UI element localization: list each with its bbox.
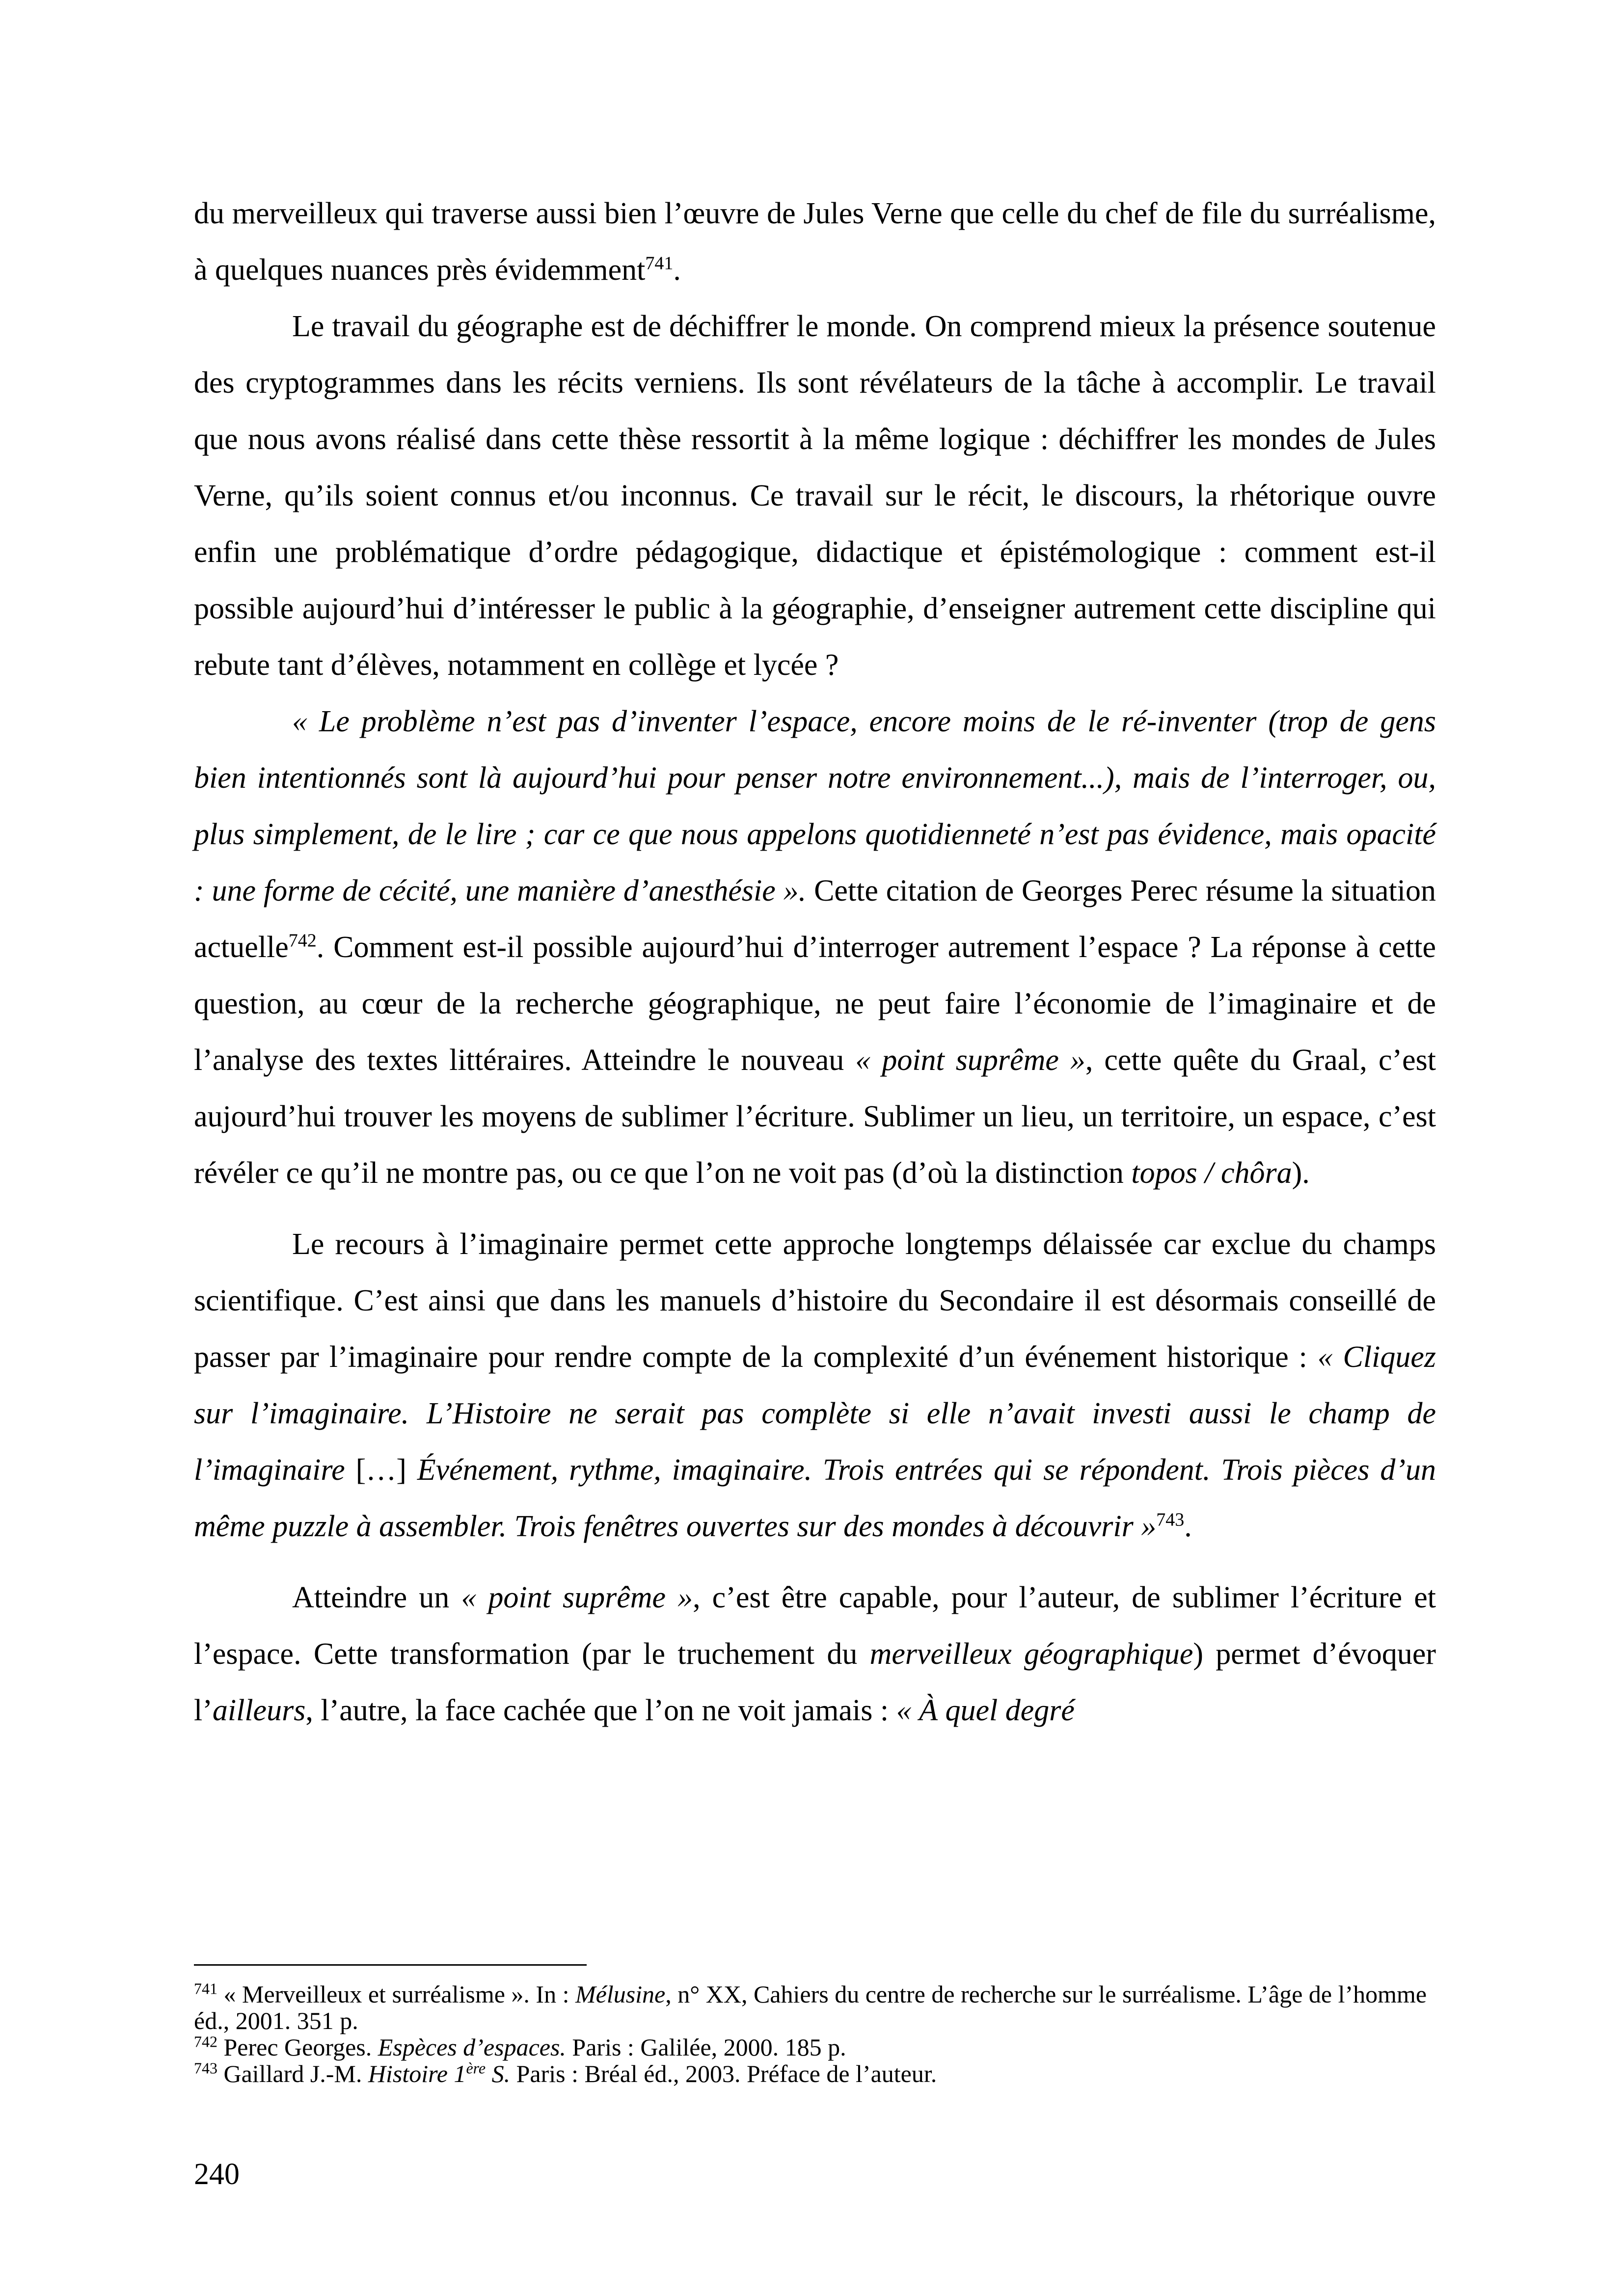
footnote-741: [194, 1981, 1436, 2034]
footnote-title-part: Histoire 1: [368, 2060, 466, 2087]
paragraph-text: ) permet d’évoquer l’: [194, 1637, 1436, 1727]
paragraph-1: [194, 186, 1436, 298]
footnote-743: [194, 2060, 1436, 2087]
paragraph-text: .: [1184, 1510, 1192, 1543]
footnote-text: Gaillard J.-M.: [217, 2060, 368, 2087]
emphasis-text: merveilleux géographique: [869, 1637, 1193, 1671]
footnote-text: Paris : Bréal éd., 2003. Préface de l’auteur.: [510, 2060, 937, 2087]
emphasis-text: « point suprême »: [855, 1043, 1085, 1077]
emphasis-text: topos / chôra: [1131, 1156, 1292, 1190]
body-text: [194, 186, 1436, 1739]
footnote-ref-741[interactable]: 741: [645, 253, 674, 274]
footnote-text: Perec Georges.: [217, 2033, 378, 2061]
emphasis-text: « point suprême »: [461, 1581, 693, 1614]
footnote-title-part: S.: [486, 2060, 511, 2087]
footnote-text: Paris : Galilée, 2000. 185 p.: [566, 2033, 846, 2061]
footnote-number: 742: [194, 2032, 217, 2051]
paragraph-text: , c’est être capable, pour l’auteur, de sublimer l’écriture et l’espace. Cette transformation (par le truchement du: [194, 1581, 1436, 1671]
paragraph-text: , l’autre, la face cachée que l’on ne voit jamais :: [305, 1694, 896, 1727]
footnote-separator: [194, 1964, 587, 1966]
paragraph-text: Le recours à l’imaginaire permet cette approche longtemps délaissée car exclue du champs scientifique. C’est ainsi que dans les manuels d’histoire du Secondaire il est désormais conseillé de passer par l’imaginaire pour rendre compte de la complexité d’un événement historique :: [194, 1228, 1436, 1374]
footnote-text: « Merveilleux et surréalisme ». In :: [217, 1980, 575, 2008]
footnote-number: 741: [194, 1979, 217, 1998]
footnote-title: [368, 2060, 510, 2087]
footnote-title-superscript: ère: [466, 2059, 486, 2077]
paragraph-4: [194, 1216, 1436, 1555]
page-number: 240: [194, 2158, 240, 2191]
paragraph-text: ).: [1292, 1156, 1310, 1190]
paragraph-5: [194, 1570, 1436, 1739]
paragraph-text: .: [673, 253, 681, 287]
footnote-text: , n° XX, Cahiers du centre de recherche sur le surréalisme. L’âge de l’homme éd., 2001. 351 p.: [194, 1980, 1427, 2034]
footnote-742: [194, 2034, 1436, 2060]
footnote-number: 743: [194, 2059, 217, 2077]
perec-quote: « Le problème n’est pas d’inventer l’espace, encore moins de le ré-inventer (trop de gens bien intentionnés sont là aujourd’hui pour penser notre environnement...), mais de l’interroger, ou, plus simplement, de le lire ; car ce que nous appelons quotidienneté n’est pas évidence, mais opacité : une forme de cécité, une manière d’anesthésie ».: [194, 705, 1436, 908]
paragraph-text: , cette quête du Graal, c’est aujourd’hui trouver les moyens de sublimer l’écriture. Sublimer un lieu, un territoire, un espace, c’est révéler ce qu’il ne montre pas, ou ce que l’on ne voit pas (d’où la distinction: [194, 1043, 1436, 1190]
paragraph-text: du merveilleux qui traverse aussi bien l’œuvre de Jules Verne que celle du chef de file du surréalisme, à quelques nuances près évidemment: [194, 197, 1436, 287]
emphasis-text: « À quel degré: [896, 1694, 1075, 1727]
footnote-title: Espèces d’espaces.: [378, 2033, 566, 2061]
emphasis-text: Événement, rythme, imaginaire. Trois entrées qui se répondent. Trois pièces d’un même puzzle à assembler. Trois fenêtres ouvertes sur des mondes à découvrir »: [194, 1453, 1436, 1543]
paragraph-3: [194, 694, 1436, 1201]
footnote-ref-742[interactable]: 742: [288, 930, 317, 951]
footnotes: [194, 1981, 1436, 2087]
paragraph-text: Cette citation de Georges Perec résume la situation actuelle: [194, 874, 1436, 964]
paragraph-2: [194, 298, 1436, 694]
emphasis-text: « Cliquez sur l’imaginaire. L’Histoire ne serait pas complète si elle n’avait investi aussi le champ de l’imaginaire: [194, 1340, 1436, 1487]
paragraph-text: Atteindre un: [292, 1581, 461, 1614]
footnote-title: Mélusine: [575, 1980, 666, 2008]
emphasis-text: ailleurs: [212, 1694, 306, 1727]
paragraph-text: . Comment est-il possible aujourd’hui d’interroger autrement l’espace ? La réponse à cette question, au cœur de la recherche géographique, ne peut faire l’économie de l’imaginaire et de l’analyse des textes littéraires. Atteindre le nouveau: [194, 931, 1436, 1077]
paragraph-text: […]: [345, 1453, 417, 1487]
paragraph-text: Le travail du géographe est de déchiffrer le monde. On comprend mieux la présence soutenue des cryptogrammes dans les récits verniens. Ils sont révélateurs de la tâche à accomplir. Le travail que nous avons réalisé dans cette thèse ressortit à la même logique : déchiffrer les mondes de Jules Verne, qu’ils soient connus et/ou inconnus. Ce travail sur le récit, le discours, la rhétorique ouvre enfin une problématique d’ordre pédagogique, didactique et épistémologique : comment est-il possible aujourd’hui d’intéresser le public à la géographie, d’enseigner autrement cette discipline qui rebute tant d’élèves, notamment en collège et lycée ?: [194, 310, 1436, 682]
footnote-ref-743[interactable]: 743: [1156, 1509, 1185, 1530]
